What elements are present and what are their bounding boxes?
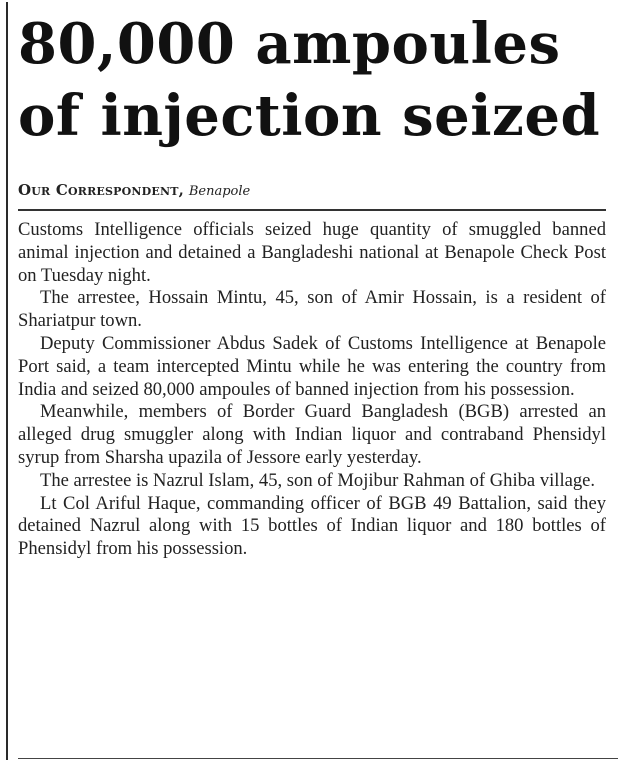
column-rule-left: [6, 2, 8, 760]
bottom-rule: [18, 758, 618, 759]
byline-author: Our Correspondent,: [18, 181, 185, 199]
byline-divider: [18, 209, 606, 211]
byline: [18, 180, 618, 202]
paragraph: Meanwhile, members of Border Guard Bangladesh (BGB) arrested an alleged drug smuggler along with Indian liquor and contraband Phensidyl syrup from Sharsha upazila of Jessore early yesterday.: [18, 401, 606, 468]
paragraph: Lt Col Ariful Haque, commanding officer of BGB 49 Battalion, said they detained Nazrul along with 15 bottles of Indian liquor and 180 bottles of Phensidyl from his possession.: [18, 492, 606, 560]
headline: 80,000 ampoules of injection seized: [18, 11, 601, 149]
paragraph: Customs Intelligence officials seized huge quantity of smuggled banned animal injection and detained a Bangladeshi national at Benapole Check Post on Tuesday night.: [18, 219, 606, 286]
paragraph: The arrestee, Hossain Mintu, 45, son of Amir Hossain, is a resident of Shariatpur town.: [18, 287, 606, 332]
article-body: [18, 219, 606, 561]
paragraph: The arrestee is Nazrul Islam, 45, son of Mojibur Rahman of Ghiba village.: [40, 469, 596, 491]
byline-location: Benapole: [188, 184, 251, 199]
paragraph: Deputy Commissioner Abdus Sadek of Customs Intelligence at Benapole Port said, a team intercepted Mintu while he was entering the country from India and seized 80,000 ampoules of banned injection from his possession.: [18, 332, 606, 400]
